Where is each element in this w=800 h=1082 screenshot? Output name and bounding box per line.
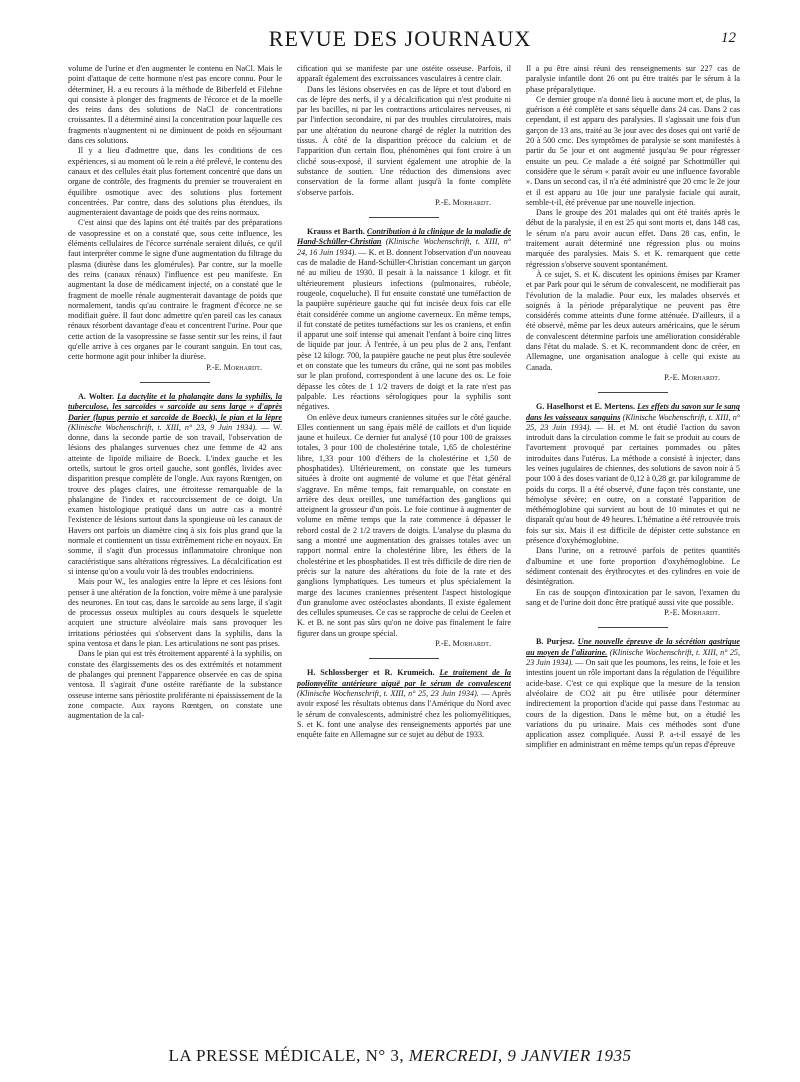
article-text: — W. donne, dans la seconde partie de son travail, l'observation de lésions des phalanges survenues chez une femme de 42 ans atteinte de lipoïde miliaire de Boeck. L'index gauche et les orteils, surtout le gros orteil gauche, sont gonflés, livides avec disparition presque complète de l'ongle. Aux rayons Rœntgen, on trouve des plages claires, une étroitesse remarquable de la phalangine de l'index et raccourcissement de ce doigt. Un examen histologique pratiqué dans un autre cas a montré l'existence de lésions surtout dans la spongieuse où les canaux de Havers ont parfois un diamètre cinq à six fois plus grand que la normale et contiennent un tissu extrêmement riche en noyaux. En somme, il s'agit d'un processus inflammatoire chronique non caractéristique sans altérations régressives. La décalcification est si intense qu'on a voulu voir là des troubles endocriniens. [68,422,282,576]
article-heading [297,668,511,740]
paragraph: Dans le pian qui est très étroitement apparenté à la syphilis, on constate des élargissements des os des extrémités et notamment de phalanges qui prennent l'apparence observée en cas de spina ventosa. Il s'agirait d'une ostéite raréfiante de la substance osseuse interne sans périostite proliférante ni épaississement de la zone compacte. Aux rayons Rœntgen, on constate une augmentation de la cal- [68,649,282,721]
signature: P.-E. Morhardt. [664,608,720,618]
article-columns [68,64,740,1030]
column-3 [526,64,740,1030]
paragraph: Il y a lieu d'admettre que, dans les conditions de ces expériences, si au moment où le rein a été prélevé, le contenu des canaux et des cellules était plus fortement concentré que dans un organe de contrôle, des fragments du premier se trouveraient en équilibre osmotique avec des solutions plus fortement concentrées. Par contre, dans des solutions plus étendues, ils augmenteraient davantage de poids que des reins normaux. [68,146,282,218]
article-title: Une nouvelle épreuve de la sécrétion gastrique au moyen de l'alizarine. [526,637,740,657]
paragraph: À ce sujet, S. et K. discutent les opinions émises par Kramer et par Park pour qui le sérum de convalescent, ne modifierait pas l'évolution de la maladie. Pour eux, les malades observés et soignés à la période préparalytique ne peuvent pas être considérés comme atteints d'une forme atténuée. D'ailleurs, il a été observé, même par les deux auteurs américains, que le sérum de convalescent détermine parfois une amélioration considérable dans l'état du malade. S. et K. recommandent donc de créer, en Allemagne, une organisation analogue à celle qui existe au Canada. [526,269,740,372]
footer-publication: LA PRESSE MÉDICALE, N° 3, [168,1046,405,1065]
article-title: Le traitement de la poliomyélite antérieure aiguë par le sérum de convalescent [297,668,511,688]
paragraph: Dans le groupe des 201 malades qui ont été traités après le début de la paralysie, il en est 25 qui sont morts et, dans 148 cas, le sérum n'a paru avoir aucun effet. Dans 28 cas, enfin, le traitement aurait déterminé une régression plus ou moins marquée des paralysies. Mais S. et K. remarquent que cette régression s'observe souvent spontanément. [526,208,740,269]
article-heading [68,392,282,577]
paragraph: cification qui se manifeste par une ostéite osseuse. Parfois, il apparaît également des excroissances vasculaires à centre clair. [297,64,511,84]
article-author: G. Haselhorst et E. Mertens. [536,402,635,412]
paragraph: Mais pour W., les analogies entre la lèpre et ces lésions font penser à une altération de la fonction, voire même à une paralysie des neurones. En tout cas, dans le sarcoïde au sens large, il s'agit de processus osseux multiples au cours desquels le squelette acquiert une structure alvéolaire mais sans provoquer les irritations périostées qui s'observent dans la syphilis, dans la spina ventosa et dans le pian. Les articulations ne sont pas prises. [68,577,282,649]
signature: P.-E. Morhardt. [206,362,262,372]
signature: P.-E. Morhardt. [435,197,491,207]
divider [369,658,439,659]
paragraph: volume de l'urine et d'en augmenter le contenu en NaCl. Mais le point d'attaque de cette hormone n'est pas encore connu. Pour le déterminer, H. a eu recours à la méthode de Biberfeld et Filehne qui consiste à plonger des fragments de l'écorce et de la moelle des reins dans des solutions de NaCl de concentrations croissantes. Il a déterminé ainsi la concentration pour laquelle ces fragments n'augmentent ni ne diminuent de poids en séjournant dans ces solutions. [68,64,282,146]
paragraph: Ce dernier groupe n'a donné lieu à aucune mort et, de plus, la guérison a été complète et sans séquelle dans 24 cas. Dans 2 cas cependant, il est apparu des paralysies. Il s'agissait une fois d'un garçon de 13 ans, traité au 3e jour avec des doses qui ont varié de 20 à 500 cmc. Des symptômes de paralysie se sont manifestés à partir du 5e jour et ont augmenté jusqu'au 9e pour régresser ensuite un peu. Ce malade a été soigné par Schottmüller qui considère que le sérum « paraît avoir eu une influence favorable ». Dans un second cas, il n'a été administré que 20 cmc le 2e jour et il est apparu au 10e jour une paralysie faciale qui aurait, semble-t-il, été prévenue par une nouvelle injection. [526,94,740,207]
paragraph: En cas de soupçon d'intoxication par le savon, l'examen du sang et de l'urine doit donc être pratiqué aussi vite que possible. [526,587,740,607]
article-source: (Klinische Wochenschrift, t. XIII, n° 24, 16 Juin 1934). [297,237,511,257]
divider [598,392,668,393]
page-header [0,0,800,58]
paragraph: Il a pu être ainsi réuni des renseignements sur 227 cas de paralysie infantile dont 26 ont pu être traités par le sérum à la phase préparalytique. [526,64,740,94]
column-1 [68,64,282,1030]
paragraph: On enlève deux tumeurs craniennes situées sur le côté gauche. Elles contiennent un sang épais mêlé de caillots et d'un liquide jaune et huileux. Ce dernier fut analysé (10 pour 100 de graisses totales, 3 pour 100 de cholestérine totale, 1,65 de cholestérine libre, 1,33 pour 100 d'éthers de la cholestérine et 1,50 de phosphatides). Ultérieurement, on constate que les tumeurs situées à droite ont augmenté de volume et que l'état général s'aggrave. En même temps, fait remarquable, on constate en arrière des deux oreilles, une tuméfaction des ganglions qui atteignent la grosseur d'un pois. Le foie continue à augmenter de volume en même temps que la rate commence à dépasser le rebord costal de 2 1/2 travers de doigts. L'analyse du plasma du sang a montré une augmentation des graisses totales avec un rapport normal entre la cholestérine libre, les éthers de la cholestérine et les phosphatides. Il est très difficile de dire rien de précis sur la nature des altérations du foie de la rate et des ganglions lymphatiques. Les tumeurs et plus spécialement la marge des lacunes craniennes présentent l'aspect histologique d'un granulome avec ostéoclastes abondants. Il existe également des cellules spumeuses. Ce cas se rapproche de celui de Ceelen et K. et B. ne sont pas sûrs qu'on ne doive pas finalement le faire figurer dans un groupe spécial. [297,412,511,638]
article-source: (Klinische Wochenschrift, t. XIII, n° 25, 23 Juin 1934). [526,412,740,432]
paragraph: Dans l'urine, on a retrouvé parfois de petites quantités d'albumine et une forte proportion d'oxyhémoglobine. Le sédiment contenait des érythrocytes et des cylindres en voie de désintégration. [526,546,740,587]
article-heading [526,637,740,750]
article-text: — Après avoir exposé les résultats obtenus dans l'Amérique du Nord avec le sérum de convalescents, administré chez les poliomyélitiques, S. et K. font une analyse des renseignements apportés par une enquête faite en Allemagne sur ce sujet au début de 1933. [297,688,511,740]
divider [140,382,210,383]
article-heading [297,227,511,412]
article-author: B. Purjesz. [536,637,575,647]
page-footer [0,1046,800,1066]
divider [598,627,668,628]
article-title: Contribution à la clinique de la maladie de Hand-Schüller-Christian [297,227,511,247]
article-source: (Klinische Wochenschrift, t. XIII, n° 25, 23 Juin 1934). [526,647,740,668]
journal-title: REVUE DES JOURNAUX [268,26,532,51]
paragraph: C'est ainsi que des lapins ont été traités par des préparations de vasopressine et on a constaté que, sous cette influence, les éléments cellulaires de l'écorce surrénale seraient dilués, ce qu'il faut interpréter comme le signe d'une augmentation du filtrage du plasma (diurèse dans les glomérules). Par contre, sur la moelle des reins (canaux rénaux) l'influence est peu manifeste. En augmentant la dose de médicament injecté, on a constaté que le fragment de moelle rénale augmenterait davantage de poids que normalement, tandis qu'au contraire le fragment d'écorce ne se modifiait guère. Il faut donc admettre qu'en pareil cas les canaux rénaux résorbent davantage d'eau et concentrent l'urine. Pour que cette action de la vasopressine se fasse sentir sur les reins, il faut qu'elle arrive à ces organes par le courant sanguin. En tout cas, cette hormone agit pour inhiber la diurèse. [68,218,282,362]
article-source: (Klinische Wochenschrift, t. XIII, n° 23, 9 Juin 1934). [68,422,258,432]
article-text: — K. et B. donnent l'observation d'un nouveau cas de maladie de Hand-Schüller-Christian concernant un garçon né au milieu de 1930. Il pesait à la naissance 1 kilogr. et fit ultérieurement plusieurs infections (pulmonaires, rubéole, rougeole, coqueluche). Il fut ensuite constaté une tuméfaction de la paupière supérieure gauche qui fut incisée deux fois car elle était considérée comme un angiome caverneux. En même temps, il fut constaté de petites tuméfactions sur les os craniens, et enfin il apparut une soif intense qui amenait l'enfant à boire cinq litres de liquide par jour. À l'entrée, à un peu plus de 2 ans, l'enfant pèse 12 kilogr. 700, la paupière gauche ne peut plus être soulevée et on constate que les tumeurs du crâne, qui ne sont pas mobiles sur le plan profond, correspondent à une lacune des os. Le foie dépasse les côtes de 1 1/2 travers de doigt et la rate n'est pas palpable. Les réactions sérologiques pour la syphilis sont négatives. [297,247,511,412]
article-text: — On sait que les poumons, les reins, le foie et les intestins jouent un rôle important dans la régulation de l'équilibre acide-base. C'est ce qui explique que la mesure de la tension alvéolaire de CO2 ait pu être utilisée pour déterminer indirectement la proportion d'acide qui passe dans l'estomac au cours de la digestion. Dans le même but, on a étudié les variations du pu urinaire. Mais ces méthodes sont d'une application assez compliquée. Aussi P. a-t-il essayé de les simplifier en administrant en même temps qu'un repas d'épreuve [526,658,740,750]
page-number: 12 [721,30,736,46]
divider [369,217,439,218]
article-author: A. Wolter. [78,391,114,401]
article-text: — H. et M. ont étudié l'action du savon introduit dans la circulation comme le fait se produit au cours de l'avortement provoqué par certaines pommades ou pâtes introduites dans l'utérus. La méthode a consisté à injecter, dans les veines jugulaires de chiennes, des solutions de savon noir à 5 pour 100 à des doses variant de 0,12 à 0,28 gr. par kilogramme de poids du corps. Il a été observé, d'une façon très constante, une hémolyse sévère; en outre, on a constaté l'apparition de méthémoglobine qui survient au bout de 10 minutes et qui ne disparaît qu'au bout de 49 heures. L'hématine a été retrouvée trois fois sur six. Mais il est difficile de dépister cette substance en présence d'oxyhémoglobine. [526,422,740,546]
footer-date: MERCREDI, 9 JANVIER 1935 [408,1046,632,1065]
paragraph: Dans les lésions observées en cas de lèpre et tout d'abord en cas de lèpre des nerfs, il y a décalcification qui n'est produite ni par les bacilles, ni par les contractions articulaires nerveuses, ni par l'infection secondaire, ni par des troubles circulatoires, mais par une altération du neurone chargé de régler la nutrition des tissus. À côté de la disparition précoce du calcium et de l'apparition d'un certain flou, phénomènes qui font croire à un cliché sous-exposé, il survient également une atrophie de la substance de soutien. Une réduction des dimensions avec conservation de la forme allant jusqu'à la fonte complète s'observe parfois. [297,84,511,197]
article-author: H. Schlossberger et R. Krumeich. [307,668,435,678]
article-heading [526,402,740,546]
signature: P.-E. Morhardt. [435,639,491,649]
article-title: Les effets du savon sur le sang dans les vaisseaux sanguins [526,402,740,422]
column-2 [297,64,511,1030]
article-title: La dactylite et la phalangite dans la syphilis, la tuberculose, les sarcoïdes « sarcoïde au sens large » d'après Darier (lupus pernio et sarcoïde de Boeck), le pian et la lèpre [68,391,282,422]
signature: P.-E. Morhardt. [664,372,720,382]
article-source: (Klinische Wochenschrift, t. XIII, n° 25, 23 Juin 1934). [297,688,479,698]
article-author: Krauss et Barth. [307,227,365,237]
